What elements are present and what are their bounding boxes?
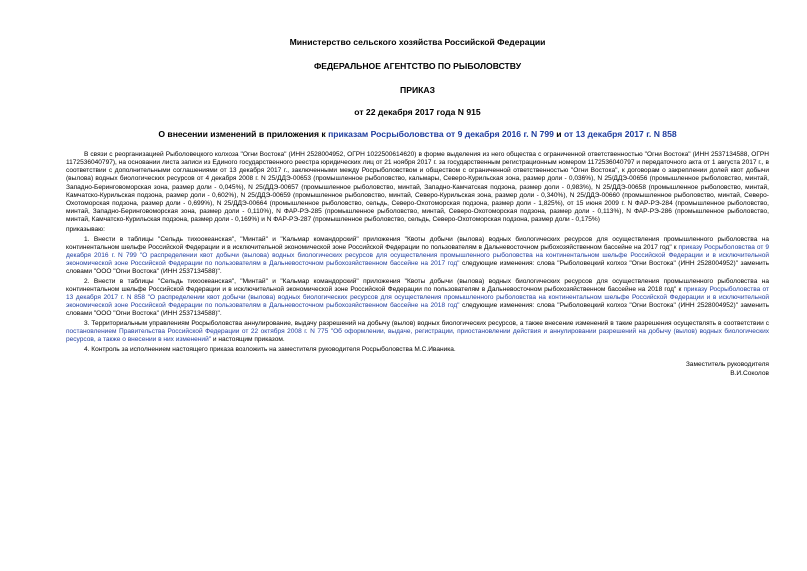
item-3-paragraph	[66, 320, 769, 344]
title-link-order-799[interactable]: приказам Росрыболовства от 9 декабря 2016 г. N 799	[328, 129, 554, 139]
title-link-order-858[interactable]: от 13 декабря 2017 г. N 858	[563, 129, 677, 139]
document-body	[66, 151, 769, 354]
title-prefix: О внесении изменений в приложения к	[158, 129, 329, 139]
item-1-text-a: 1. Внести в таблицы "Сельдь тихоокеанская", "Минтай" и "Кальмар командорский" приложения "Квоты добычи (вылова) водных биологических ресурсов для осуществления промышленного рыболовства на континентальном шельфе Российской Федерации и в исключительной экономической зоне Российской Федерации по пользователям в Дальневосточном рыбохозяйственном бассейне на 2017 год" к	[66, 235, 769, 251]
preamble-paragraph: В связи с реорганизацией Рыболовецкого колхоза "Огни Востока" (ИНН 2528004952, ОГРН 1022500614620) в форме выделения из него общества с ограниченной ответственностью "Огни Востока" (ИНН 2537134588, ОГРН 1172536040797), на основании листа записи из Единого государственного реестра юридических лиц от 21 ноября 2017 г. за государственным регистрационным номером 1172536040797 и передаточного акта от 1 августа 2017 г., в соответствии с дополнительными соглашениями от 13 декабря 2017 г., заключенными между Росрыболовством и обществом с ограниченной ответственностью "Огни Востока", к договорам о закреплении долей квот добычи (вылова) водных биологических ресурсов от 4 декабря 2008 г. N 25/ДДЭ-00653 (промышленное рыболовство, кальмары, Северо-Курильская зона, размер доли - 0,036%), N 25/ДДЭ-00656 (промышленное рыболовство, минтай, Западно-Беринговоморская зона, размер доли - 0,045%), N 25/ДДЭ-00657 (промышленное рыболовство, минтай, Западно-Камчатская подзона, размер доли - 0,983%), N 25/ДДЭ-00658 (промышленное рыболовство, минтай, Камчатско-Курильская подзона, размер доли - 0,602%), N 25/ДДЭ-00659 (промышленное рыболовство, минтай, Северо-Курильская зона, размер доли - 0,340%), N 25/ДДЭ-00660 (промышленное рыболовство, минтай, Северо-Охотоморская подзона, размер доли - 0,699%), N 25/ДДЭ-00664 (промышленное рыболовство, сельдь, Северо-Охотоморская подзона, размер доли - 1,825%), от 15 июня 2009 г. N ФАР-РЭ-284 (промышленное рыболовство, минтай, Западно-Беринговоморская зона, размер доли - 0,110%), N ФАР-РЭ-285 (промышленное рыболовство, минтай, Северо-Охотоморская подзона, размер доли - 0,113%), N ФАР-РЭ-286 (промышленное рыболовство, минтай, Камчатско-Курильская подзона, размер доли - 0,169%) и N ФАР-РЭ-287 (промышленное рыболовство, сельдь, Северо-Охотоморская подзона, размер доли - 0,175%)	[66, 151, 769, 224]
item-1-link[interactable]: приказу Росрыболовства от 9 декабря 2016 г. N 799 "О распределении квот добычи (вылова) водных биологических ресурсов для осуществления промышленного рыболовства на континентальном шельфе Российской Федерации и в исключительной экономической зоне Российской Федерации по пользователям в Дальневосточном рыбохозяйственном бассейне на 2017 год"	[66, 243, 770, 268]
item-3-link[interactable]: постановлением Правительства Российской Федерации от 22 октября 2008 г. N 775 "Об оформлении, выдаче, регистрации, приостановлении действия и аннулировании разрешений на добычу (вылов) водных биологических ресурсов, а также о внесении в них изменений"	[66, 328, 769, 344]
ministry-heading: Министерство сельского хозяйства Российской Федерации	[289, 37, 546, 47]
signature-block	[66, 360, 769, 378]
item-2-paragraph	[66, 278, 769, 319]
order-word: приказываю:	[66, 225, 105, 233]
item-3-text-b: и настоящим приказом.	[211, 336, 285, 344]
item-4-paragraph: 4. Контроль за исполнением настоящего приказа возложить на заместителя руководителя Росрыболовства М.С.Иваника.	[84, 346, 456, 354]
item-1-text-b: следующие изменения: слова "Рыболовецкий колхоз "Огни Востока" (ИНН 2528004952)" заменить словами "ООО "Огни Востока" (ИНН 2537134588)".	[66, 260, 770, 276]
agency-heading: ФЕДЕРАЛЬНОЕ АГЕНТСТВО ПО РЫБОЛОВСТВУ	[313, 61, 522, 71]
document-title	[66, 129, 769, 140]
item-2-link[interactable]: приказу Росрыболовства от 13 декабря 2017 г. N 858 "О распределении квот добычи (вылова) водных биологических ресурсов для осуществления промышленного рыболовства на континентальном шельфе Российской Федерации и в исключительной экономической зоне Российской Федерации по пользователям в Дальневосточном рыбохозяйственном бассейне на 2018 год"	[66, 286, 769, 310]
item-1-paragraph	[66, 236, 769, 277]
doc-type-heading: ПРИКАЗ	[400, 85, 435, 95]
date-number-heading: от 22 декабря 2017 года N 915	[354, 107, 481, 117]
item-2-text-b: следующие изменения: слова "Рыболовецкий колхоз "Огни Востока" (ИНН 2528004952)" заменить словами "ООО "Огни Востока" (ИНН 2537134588)".	[66, 302, 770, 318]
item-3-text-a: 3. Территориальным управлениям Росрыболовства аннулирование, выдачу разрешений на добычу (вылов) водных биологических ресурсов, а также внесение изменений в такие разрешения осуществлять в соответствии с	[84, 320, 769, 328]
title-mid: и	[553, 129, 564, 139]
signature-name: В.И.Соколов	[730, 370, 769, 378]
signature-position: Заместитель руководителя	[685, 361, 769, 369]
item-2-text-a: 2. Внести в таблицы "Сельдь тихоокеанская", "Минтай" и "Кальмар командорский" приложения "Квоты добычи (вылова) водных биологических ресурсов для осуществления промышленного рыболовства на континентальном шельфе Российской Федерации и в исключительной экономической зоне Российской Федерации по пользователям в Дальневосточном рыбохозяйственном бассейне на 2018 год" к	[66, 277, 769, 293]
